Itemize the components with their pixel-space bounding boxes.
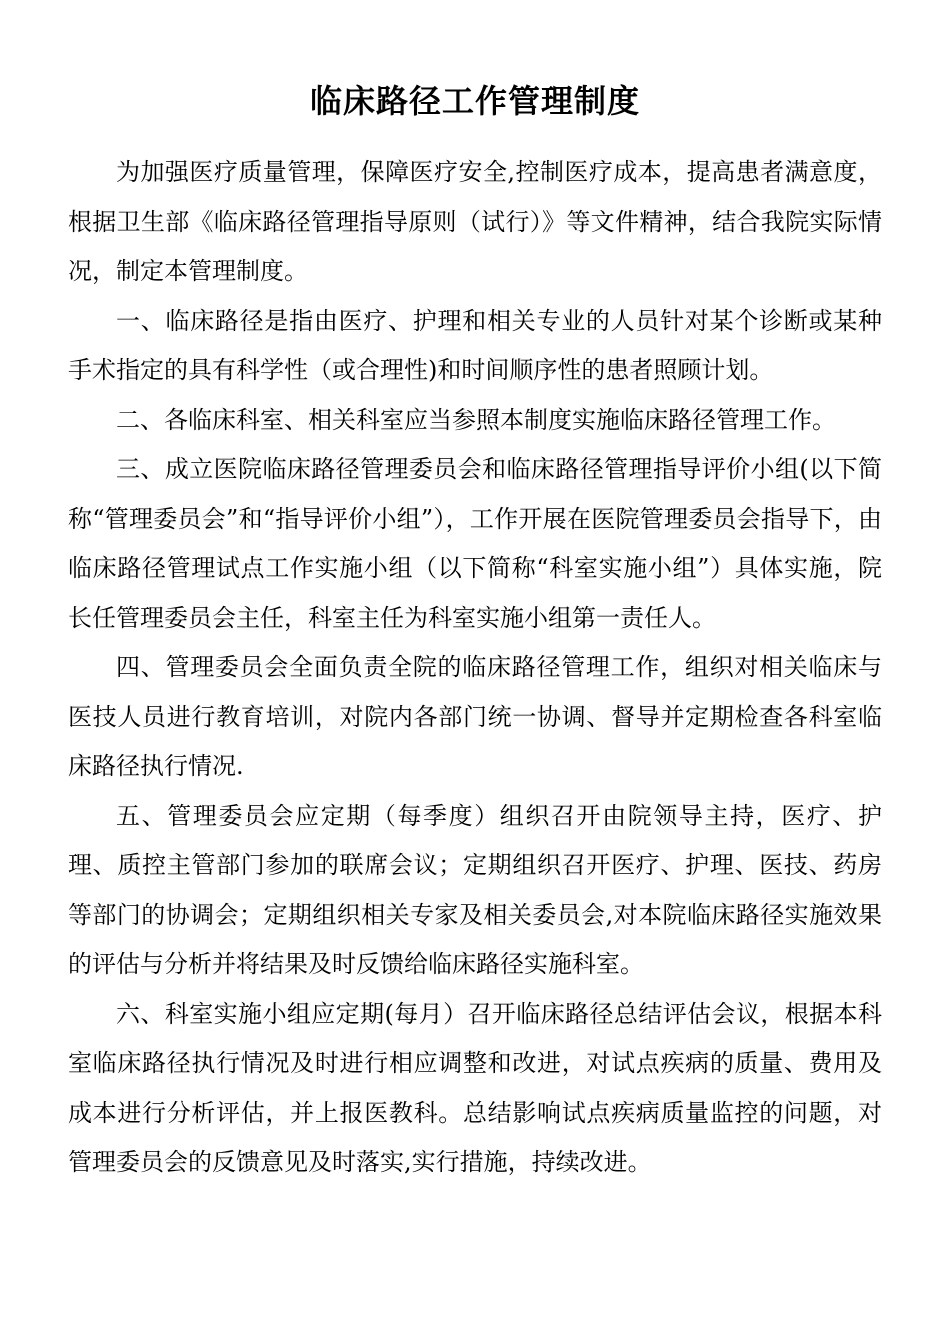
paragraph-4: 四、管理委员会全面负责全院的临床路径管理工作，组织对相关临床与医技人员进行教育培训，对院内各部门统一协调、督导并定期检查各科室临床路径执行情况.: [68, 653, 882, 780]
document-title: 临床路径工作管理制度: [309, 82, 640, 120]
paragraph-intro: 为加强医疗质量管理，保障医疗安全,控制医疗成本，提高患者满意度，根据卫生部《临床路径管理指导原则（试行）》等文件精神，结合我院实际情况，制定本管理制度。: [68, 158, 882, 285]
paragraph-1: 一、临床路径是指由医疗、护理和相关专业的人员针对某个诊断或某种手术指定的具有科学性（或合理性)和时间顺序性的患者照顾计划。: [68, 306, 882, 384]
paragraph-3: 三、成立医院临床路径管理委员会和临床路径管理指导评价小组(以下简称“管理委员会”和“指导评价小组”），工作开展在医院管理委员会指导下，由临床路径管理试点工作实施小组（以下简称“科室实施小组”）具体实施，院长任管理委员会主任，科室主任为科室实施小组第一责任人。: [68, 455, 882, 632]
paragraph-5: 五、管理委员会应定期（每季度）组织召开由院领导主持，医疗、护理、质控主管部门参加的联席会议；定期组织召开医疗、护理、医技、药房等部门的协调会；定期组织相关专家及相关委员会,对本院临床路径实施效果的评估与分析并将结果及时反馈给临床路径实施科室。: [68, 801, 882, 978]
paragraph-6: 六、科室实施小组应定期(每月）召开临床路径总结评估会议，根据本科室临床路径执行情况及时进行相应调整和改进，对试点疾病的质量、费用及成本进行分析评估，并上报医教科。总结影响试点疾病质量监控的问题，对管理委员会的反馈意见及时落实,实行措施，持续改进。: [68, 999, 882, 1176]
paragraph-2: 二、各临床科室、相关科室应当参照本制度实施临床路径管理工作。: [116, 405, 836, 434]
document-body: [68, 148, 882, 1188]
